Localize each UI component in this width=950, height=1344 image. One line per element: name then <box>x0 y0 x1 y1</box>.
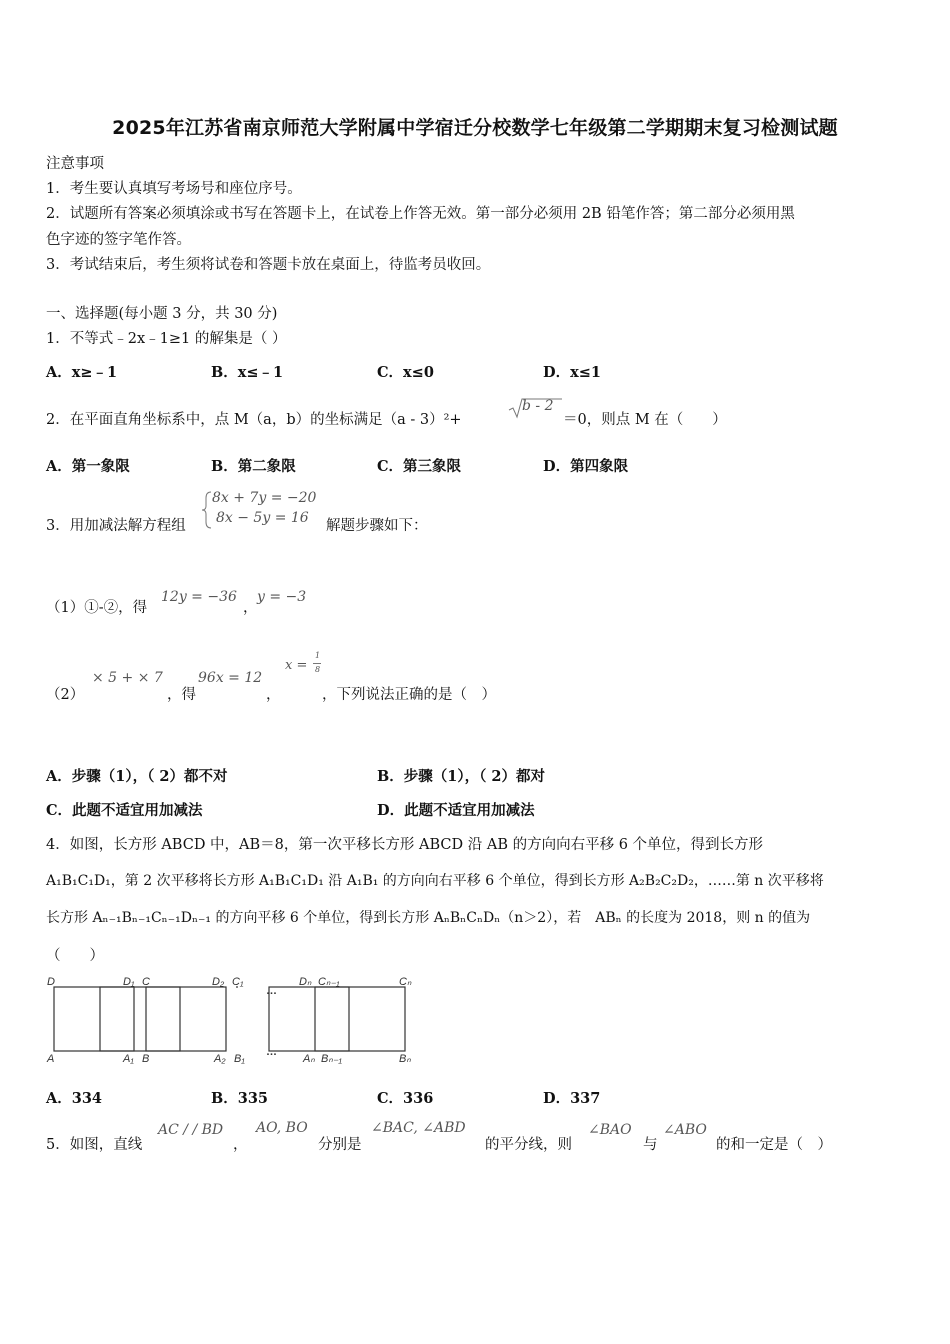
q3-step2-label: （2） <box>46 687 85 703</box>
q4-line4: （ ） <box>46 948 104 964</box>
label-bottom-1: A <box>47 1053 55 1065</box>
q3-eq1: 8x + 7y = −20 <box>212 490 317 506</box>
label-bottom-2: A₁ <box>123 1053 134 1065</box>
notice-heading: 注意事项 <box>46 156 104 172</box>
q4-option-c: C．336 <box>377 1090 434 1107</box>
q3-step1-sep: ， <box>243 600 258 616</box>
label-top-7: Dₙ <box>299 976 312 988</box>
label-top-9: Cₙ <box>399 976 412 988</box>
section-heading: 一、选择题(每小题 3 分，共 30 分) <box>46 306 278 322</box>
q3-option-b: B．步骤（1），（ 2）都对 <box>377 768 545 785</box>
q1-option-b: B．x≤﹣1 <box>211 364 284 381</box>
q2-option-d: D．第四象限 <box>543 458 629 475</box>
label-top-3: C <box>142 976 150 988</box>
label-top-4: D₂ <box>212 976 225 988</box>
q1-option-d: D．x≤1 <box>543 364 601 381</box>
q5-text-e: 与 <box>643 1137 658 1153</box>
q5-math-3: ∠BAC, ∠ABD <box>371 1120 466 1136</box>
q3-stem-a: 3．用加减法解方程组 <box>46 518 186 534</box>
fraction-bar <box>313 663 321 664</box>
q3-step2-eq: 96x = 12 <box>198 670 263 686</box>
q4-line2: A₁B₁C₁D₁，第 2 次平移将长方形 A₁B₁C₁D₁ 沿 A₁B₁ 的方向向右平移 6 个单位，得到长方形 A₂B₂C₂D₂，……第 n 次平移将 <box>46 873 824 889</box>
q1-option-c: C．x≤0 <box>377 364 434 381</box>
rectangle-anbncndn <box>315 987 405 1051</box>
q3-step2-end: ，下列说法正确的是（ ） <box>322 687 496 703</box>
label-bottom-9: Bₙ <box>399 1053 411 1065</box>
label-top-6: … <box>266 985 277 997</box>
q5-text-f: 的和一定是（ ） <box>716 1137 832 1153</box>
q3-step2-ops: × 5 + × 7 <box>92 670 163 686</box>
q5-text-a: 5．如图，直线 <box>46 1137 143 1153</box>
rectangle-a1b1c1d1 <box>100 987 180 1051</box>
q3-stem-b: 解题步骤如下： <box>326 518 428 534</box>
q2-radicand: b - 2 <box>522 398 554 414</box>
q5-math-2: AO, BO <box>256 1120 308 1136</box>
q2-stem-b: ＝0，则点 M 在（ ） <box>563 412 727 428</box>
label-bottom-4: A₂ <box>214 1053 226 1065</box>
label-top-2: D₁ <box>123 976 135 988</box>
q2-option-c: C．第三象限 <box>377 458 462 475</box>
rectangle-an-1 <box>269 987 349 1051</box>
q5-text-d: 的平分线，则 <box>485 1137 572 1153</box>
notice-item-2-cont: 色字迹的签字笔作答。 <box>46 232 191 248</box>
q4-option-b: B．335 <box>211 1090 269 1107</box>
notice-item-3: 3．考试结束后，考生须将试卷和答题卡放在桌面上，待监考员收回。 <box>46 257 491 273</box>
label-bottom-8: Bₙ₋₁ <box>321 1053 342 1065</box>
page-title: 2025年江苏省南京师范大学附属中学宿迁分校数学七年级第二学期期末复习检测试题 <box>112 117 838 139</box>
label-bottom-6: … <box>266 1046 277 1058</box>
q3-option-c: C．此题不适宜用加减法 <box>46 802 203 819</box>
q2-option-b: B．第二象限 <box>211 458 296 475</box>
q5-math-5: ∠ABO <box>663 1122 707 1138</box>
q3-step2-x: x = <box>285 658 308 673</box>
q3-step1-eq2: y = −3 <box>257 589 307 605</box>
q3-step1-label: （1）①-②，得 <box>46 600 148 616</box>
q3-step1-eq1: 12y = −36 <box>161 589 237 605</box>
q3-step2-text: ，得 <box>167 687 196 703</box>
label-bottom-5: B₁ <box>234 1053 245 1065</box>
notice-item-1: 1．考生要认真填写考场号和座位序号。 <box>46 181 302 197</box>
q4-line1: 4．如图，长方形 ABCD 中，AB＝8，第一次平移长方形 ABCD 沿 AB 的方向向右平移 6 个单位，得到长方形 <box>46 837 764 853</box>
q5-text-c: 分别是 <box>318 1137 362 1153</box>
rectangle-a2b2c2d2 <box>146 987 226 1051</box>
notice-item-2: 2．试题所有答案必须填涂或书写在答题卡上，在试卷上作答无效。第一部分必须用 2B 铅笔作答；第二部分必须用黑 <box>46 206 795 222</box>
rectangle-abcd <box>54 987 134 1051</box>
q3-option-a: A．步骤（1），（ 2）都不对 <box>46 768 228 785</box>
q2-option-a: A．第一象限 <box>46 458 130 475</box>
label-top-1: D <box>47 976 55 988</box>
q3-step2-den: 8 <box>315 665 321 674</box>
q3-eq2: 8x − 5y = 16 <box>216 510 309 526</box>
translation-figure <box>44 975 424 1065</box>
q4-line3: 长方形 Aₙ₋₁Bₙ₋₁Cₙ₋₁Dₙ₋₁ 的方向平移 6 个单位，得到长方形 AₙBₙCₙDₙ（n＞2），若 ABₙ 的长度为 2018，则 n 的值为 <box>46 910 811 926</box>
q3-option-d: D．此题不适宜用加减法 <box>377 802 535 819</box>
q5-math-1: AC / / BD <box>158 1122 224 1138</box>
label-bottom-3: B <box>142 1053 150 1065</box>
q3-step2-comma: ， <box>266 687 281 703</box>
q2-stem-a: 2．在平面直角坐标系中，点 M（a，b）的坐标满足（a - 3）²+ <box>46 412 462 428</box>
label-top-8: Cₙ₋₁ <box>318 976 340 988</box>
q1-stem: 1．不等式﹣2x﹣1≥1 的解集是（ ） <box>46 331 287 347</box>
q5-math-4: ∠BAO <box>588 1122 632 1138</box>
q5-text-b: ， <box>233 1137 248 1153</box>
q4-option-a: A．334 <box>46 1090 103 1107</box>
q3-step2-num: 1 <box>315 651 321 660</box>
label-top-5: C₁ <box>232 976 244 988</box>
q4-option-d: D．337 <box>543 1090 601 1107</box>
q1-option-a: A．x≥﹣1 <box>46 364 118 381</box>
label-bottom-7: Aₙ <box>303 1053 315 1065</box>
